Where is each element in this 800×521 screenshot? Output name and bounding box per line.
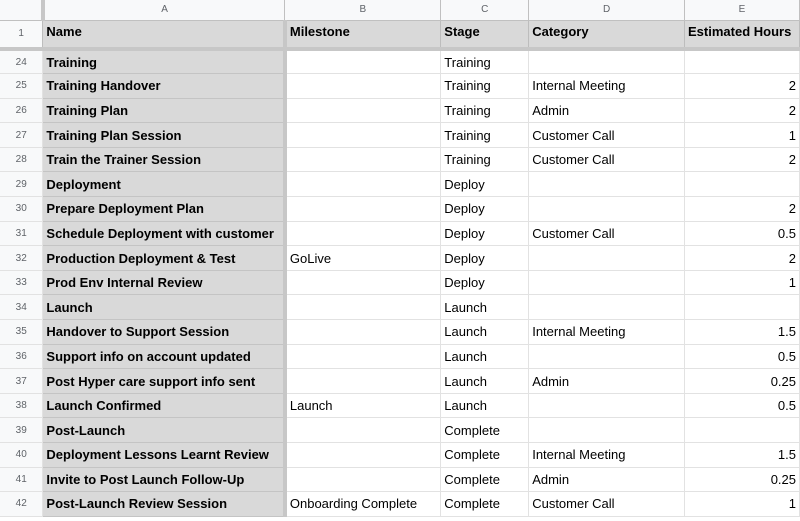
cell-hours[interactable]: 1.5: [685, 320, 800, 345]
cell-category[interactable]: [529, 246, 685, 271]
cell-stage[interactable]: Launch: [441, 393, 529, 418]
row-number[interactable]: 25: [0, 74, 43, 99]
table-row: [0, 344, 800, 369]
cell-stage[interactable]: Training: [441, 74, 529, 99]
cell-category[interactable]: Customer Call: [529, 123, 685, 148]
cell-milestone[interactable]: [285, 197, 441, 222]
cell-name[interactable]: Launch: [43, 295, 285, 320]
cell-stage[interactable]: Complete: [441, 467, 529, 492]
table-row: [0, 418, 800, 443]
cell-hours[interactable]: [685, 295, 800, 320]
header-cell-category[interactable]: Category: [529, 20, 685, 49]
row-number[interactable]: 39: [0, 418, 43, 443]
cell-name[interactable]: Deployment: [43, 172, 285, 197]
cell-name[interactable]: Launch Confirmed: [43, 393, 285, 418]
cell-milestone[interactable]: [285, 369, 441, 394]
cell-milestone[interactable]: [285, 49, 441, 74]
cell-milestone[interactable]: [285, 147, 441, 172]
row-number[interactable]: 35: [0, 320, 43, 345]
cell-category[interactable]: Customer Call: [529, 221, 685, 246]
cell-category[interactable]: [529, 49, 685, 74]
table-row: [0, 221, 800, 246]
table-row: [0, 393, 800, 418]
table-row: [0, 246, 800, 271]
row-number[interactable]: 29: [0, 172, 43, 197]
cell-hours[interactable]: 0.25: [685, 369, 800, 394]
cell-category[interactable]: [529, 197, 685, 222]
row-number[interactable]: 26: [0, 98, 43, 123]
cell-category[interactable]: [529, 393, 685, 418]
cell-milestone[interactable]: [285, 443, 441, 468]
row-number[interactable]: 32: [0, 246, 43, 271]
cell-name[interactable]: Post-Launch: [43, 418, 285, 443]
cell-stage[interactable]: Launch: [441, 369, 529, 394]
table-row: [0, 443, 800, 468]
cell-category[interactable]: [529, 270, 685, 295]
cell-milestone[interactable]: [285, 74, 441, 99]
cell-hours[interactable]: 0.5: [685, 393, 800, 418]
cell-hours[interactable]: 0.5: [685, 344, 800, 369]
cell-name[interactable]: Support info on account updated: [43, 344, 285, 369]
cell-hours[interactable]: 1: [685, 492, 800, 517]
table-row: [0, 172, 800, 197]
row-number[interactable]: 27: [0, 123, 43, 148]
cell-hours[interactable]: 0.5: [685, 221, 800, 246]
cell-name[interactable]: Training Plan: [43, 98, 285, 123]
table-row: [0, 74, 800, 99]
row-number[interactable]: 37: [0, 369, 43, 394]
cell-stage[interactable]: Deploy: [441, 172, 529, 197]
row-number[interactable]: 31: [0, 221, 43, 246]
cell-milestone[interactable]: [285, 98, 441, 123]
column-header-e[interactable]: E: [685, 0, 800, 20]
cell-category[interactable]: Internal Meeting: [529, 74, 685, 99]
row-number[interactable]: 30: [0, 197, 43, 222]
cell-stage[interactable]: Training: [441, 147, 529, 172]
cell-hours[interactable]: 0.25: [685, 467, 800, 492]
cell-milestone[interactable]: GoLive: [285, 246, 441, 271]
cell-stage[interactable]: Deploy: [441, 270, 529, 295]
cell-name[interactable]: Training: [43, 49, 285, 74]
table-row: [0, 49, 800, 74]
cell-name[interactable]: Prepare Deployment Plan: [43, 197, 285, 222]
column-header-a[interactable]: A: [43, 0, 285, 20]
cell-name[interactable]: Prod Env Internal Review: [43, 270, 285, 295]
table-row: [0, 467, 800, 492]
select-all-corner[interactable]: [0, 0, 43, 20]
cell-name[interactable]: Production Deployment & Test: [43, 246, 285, 271]
row-number[interactable]: 34: [0, 295, 43, 320]
column-header-d[interactable]: D: [529, 0, 685, 20]
row-number[interactable]: 42: [0, 492, 43, 517]
cell-milestone[interactable]: [285, 344, 441, 369]
cell-stage[interactable]: Deploy: [441, 221, 529, 246]
header-cell-hours[interactable]: Estimated Hours: [685, 20, 800, 49]
cell-milestone[interactable]: [285, 418, 441, 443]
cell-stage[interactable]: Complete: [441, 492, 529, 517]
cell-hours[interactable]: 1: [685, 270, 800, 295]
column-header-row: [0, 0, 800, 20]
cell-category[interactable]: [529, 295, 685, 320]
cell-category[interactable]: Admin: [529, 98, 685, 123]
cell-name[interactable]: Handover to Support Session: [43, 320, 285, 345]
cell-milestone[interactable]: [285, 467, 441, 492]
cell-milestone[interactable]: [285, 320, 441, 345]
cell-name[interactable]: Deployment Lessons Learnt Review: [43, 443, 285, 468]
cell-stage[interactable]: Launch: [441, 295, 529, 320]
header-cell-stage[interactable]: Stage: [441, 20, 529, 49]
cell-hours[interactable]: [685, 418, 800, 443]
table-row: [0, 123, 800, 148]
cell-category[interactable]: Admin: [529, 467, 685, 492]
cell-hours[interactable]: 1.5: [685, 443, 800, 468]
cell-stage[interactable]: Training: [441, 49, 529, 74]
cell-milestone[interactable]: [285, 270, 441, 295]
cell-milestone[interactable]: Onboarding Complete: [285, 492, 441, 517]
cell-stage[interactable]: Deploy: [441, 246, 529, 271]
header-row: [0, 20, 800, 49]
cell-milestone[interactable]: [285, 295, 441, 320]
cell-name[interactable]: Training Plan Session: [43, 123, 285, 148]
row-number[interactable]: 40: [0, 443, 43, 468]
cell-hours[interactable]: 1: [685, 123, 800, 148]
table-row: [0, 197, 800, 222]
cell-category[interactable]: Admin: [529, 369, 685, 394]
cell-stage[interactable]: Training: [441, 98, 529, 123]
header-cell-name[interactable]: Name: [43, 20, 285, 49]
cell-hours[interactable]: 2: [685, 147, 800, 172]
cell-stage[interactable]: Complete: [441, 418, 529, 443]
cell-category[interactable]: [529, 418, 685, 443]
cell-name[interactable]: Training Handover: [43, 74, 285, 99]
cell-milestone[interactable]: [285, 172, 441, 197]
cell-hours[interactable]: 2: [685, 98, 800, 123]
cell-category[interactable]: [529, 172, 685, 197]
cell-category[interactable]: Internal Meeting: [529, 443, 685, 468]
cell-stage[interactable]: Launch: [441, 320, 529, 345]
cell-milestone[interactable]: [285, 123, 441, 148]
cell-hours[interactable]: 2: [685, 74, 800, 99]
cell-name[interactable]: Train the Trainer Session: [43, 147, 285, 172]
table-row: [0, 270, 800, 295]
cell-category[interactable]: Customer Call: [529, 492, 685, 517]
table-row: [0, 98, 800, 123]
cell-name[interactable]: Post Hyper care support info sent: [43, 369, 285, 394]
cell-name[interactable]: Invite to Post Launch Follow-Up: [43, 467, 285, 492]
row-number[interactable]: 33: [0, 270, 43, 295]
cell-stage[interactable]: Complete: [441, 443, 529, 468]
cell-name[interactable]: Post-Launch Review Session: [43, 492, 285, 517]
table-row: [0, 295, 800, 320]
cell-milestone[interactable]: Launch: [285, 393, 441, 418]
row-number[interactable]: 38: [0, 393, 43, 418]
cell-milestone[interactable]: [285, 221, 441, 246]
row-number[interactable]: 41: [0, 467, 43, 492]
column-header-c[interactable]: C: [441, 0, 529, 20]
cell-stage[interactable]: Launch: [441, 344, 529, 369]
row-number[interactable]: 28: [0, 147, 43, 172]
cell-name[interactable]: Schedule Deployment with customer: [43, 221, 285, 246]
cell-stage[interactable]: Deploy: [441, 197, 529, 222]
row-number[interactable]: 1: [0, 20, 43, 49]
cell-hours[interactable]: [685, 172, 800, 197]
table-row: [0, 492, 800, 517]
row-number[interactable]: 36: [0, 344, 43, 369]
table-row: [0, 369, 800, 394]
table-row: [0, 147, 800, 172]
cell-category[interactable]: Customer Call: [529, 147, 685, 172]
column-header-b[interactable]: B: [285, 0, 441, 20]
row-number[interactable]: 24: [0, 49, 43, 74]
cell-hours[interactable]: [685, 49, 800, 74]
cell-hours[interactable]: 2: [685, 197, 800, 222]
header-cell-milestone[interactable]: Milestone: [285, 20, 441, 49]
cell-category[interactable]: Internal Meeting: [529, 320, 685, 345]
table-row: [0, 320, 800, 345]
cell-hours[interactable]: 2: [685, 246, 800, 271]
cell-category[interactable]: [529, 344, 685, 369]
cell-stage[interactable]: Training: [441, 123, 529, 148]
